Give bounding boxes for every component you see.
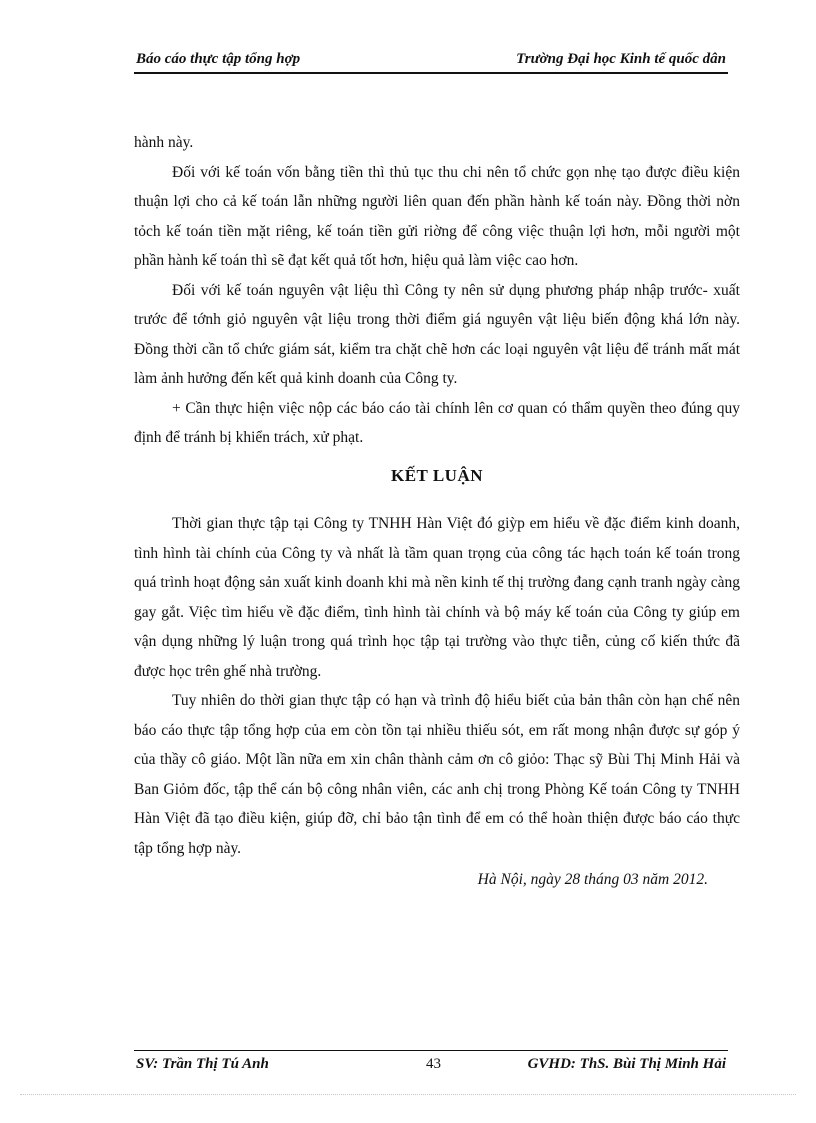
header-university: Trường Đại học Kinh tế quốc dân [516,51,726,67]
paragraph-materials-accounting: Đối với kế toán nguyên vật liệu thì Công ty nên sử dụng phương pháp nhập trước- xuất trước để tớnh giỏ nguyên vật liệu trong thời điểm giá nguyên vật liệu biến động khá lớn này. Đồng thời cần tổ chức giám sát, kiểm tra chặt chẽ hơn các loại nguyên vật liệu để tránh mất mát làm ảnh hưởng đến kết quả kinh doanh của Công ty. [134,281,740,387]
paragraph-continuation: hành này. [134,134,194,151]
footer-student: SV: Trần Thị Tú Anh [136,1056,269,1072]
paragraph-financial-reports: + Cần thực hiện việc nộp các báo cáo tài chính lên cơ quan có thẩm quyền theo đúng quy định để tránh bị khiển trách, xử phạt. [134,399,740,446]
paragraph-cash-accounting: Đối với kế toán vốn bằng tiền thì thủ tục thu chi nên tổ chức gọn nhẹ tạo được điều kiện thuận lợi cho cả kế toán lẫn những người liên quan đến phần hành kế toán này. Đồng thời nờn tỏch kế toán tiền mặt riêng, kế toán tiền gửi riờng để công việc thuận lợi hơn, mỗi người một phần hành kế toán thì sẽ đạt kết quả tốt hơn, hiệu quả làm việc cao hơn. [134,163,740,269]
conclusion-heading: KẾT LUẬN [390,465,483,485]
header-report-title: Báo cáo thực tập tổng hợp [136,51,301,67]
document-body [134,128,740,895]
page-number: 43 [426,1056,441,1072]
page-header [134,50,728,74]
signature-date: Hà Nội, ngày 28 tháng 03 năm 2012. [477,871,708,888]
footer-advisor: GVHD: ThS. Bùi Thị Minh Hải [527,1056,726,1072]
page-edge-divider [20,1094,796,1095]
conclusion-paragraph-2: Tuy nhiên do thời gian thực tập có hạn và trình độ hiểu biết của bản thân còn hạn chế nên báo cáo thực tập tổng hợp của em còn tồn tại nhiều thiếu sót, em rất mong nhận được sự góp ý của thầy cô giáo. Một lần nữa em xin chân thành cảm ơn cô giỏo: Thạc sỹ Bùi Thị Minh Hải và Ban Giỏm đốc, tập thể cán bộ công nhân viên, các anh chị trong Phòng Kế toán Công ty TNHH Hàn Việt đã tạo điều kiện, giúp đỡ, chỉ bảo tận tình để em có thể hoàn thiện được báo cáo thực tập tổng hợp này. [134,692,740,857]
page-footer [134,1050,728,1077]
conclusion-paragraph-1: Thời gian thực tập tại Công ty TNHH Hàn Việt đó giỳp em hiểu về đặc điểm kinh doanh, tình hình tài chính của Công ty và nhất là tầm quan trọng của công tác hạch toán kế toán trong quá trình hoạt động sản xuất kinh doanh khi mà nền kinh tế thị trường đang cạnh tranh ngày càng gay gắt. Việc tìm hiểu về đặc điểm, tình hình tài chính và bộ máy kế toán của Công ty giúp em vận dụng những lý luận trong quá trình học tập tại trường vào thực tiễn, củng cố kiến thức đã được học trên ghế nhà trường. [134,515,740,680]
